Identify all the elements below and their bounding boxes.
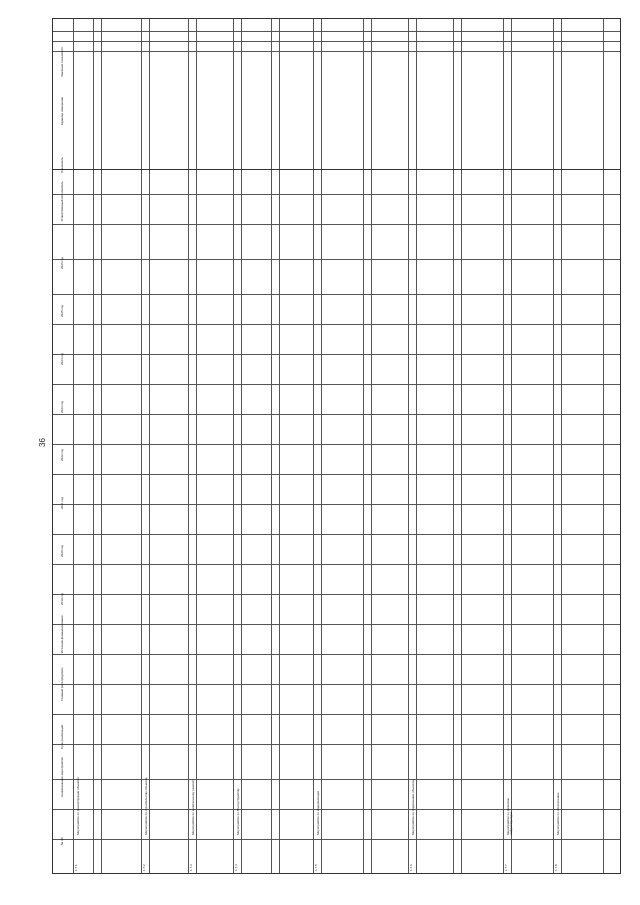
page-number: 36 xyxy=(38,438,47,447)
row-label: Мероприятие по содержанию объектов xyxy=(411,780,415,835)
data-table xyxy=(52,18,621,874)
grid-hline xyxy=(53,354,620,355)
row-label: Мероприятие по строительству объектов xyxy=(144,777,148,835)
column-header: Наименование мероприятия xyxy=(60,757,64,797)
grid-hline xyxy=(53,779,620,780)
grid-hline xyxy=(53,504,620,505)
column-header: Срок реализации xyxy=(60,724,64,749)
row-label: Мероприятие по реконструкции объектов xyxy=(76,777,80,835)
column-header: 2021 год xyxy=(60,497,64,509)
row-label: Мероприятие по обеспечению xyxy=(556,792,560,835)
grid-hline xyxy=(53,744,620,745)
column-header: Главный распорядитель xyxy=(60,667,64,701)
grid-hline xyxy=(53,414,620,415)
row-id: 1.7.2 xyxy=(142,864,146,871)
column-header: 2026 год xyxy=(60,257,64,269)
row-id: 1.7.6 xyxy=(409,864,413,871)
column-header: 2023 год xyxy=(60,401,64,413)
grid-hline xyxy=(53,224,620,225)
row-id: 1.7.8 xyxy=(554,864,558,871)
grid-hline xyxy=(53,444,620,445)
grid-hline xyxy=(53,294,620,295)
row-id: 1.7.7 xyxy=(504,864,508,871)
row-label: Мероприятие по капитальному ремонту xyxy=(191,779,195,835)
grid-hline xyxy=(53,839,620,840)
grid-hline xyxy=(53,624,620,625)
grid-hline xyxy=(53,654,620,655)
column-header: № п/п xyxy=(60,836,64,845)
column-header: 2024 год xyxy=(60,353,64,365)
row-label: Мероприятие по модернизации xyxy=(316,790,320,835)
grid-hline xyxy=(53,564,620,565)
column-header: 2025 год xyxy=(60,305,64,317)
row-id: 1.7.3 xyxy=(189,864,193,871)
grid-hline xyxy=(53,594,620,595)
grid-hline xyxy=(53,384,620,385)
row-id: 1.7.1 xyxy=(74,864,78,871)
grid-hline xyxy=(53,259,620,260)
row-label: Мероприятие по развитию инфраструктуры xyxy=(506,797,514,835)
column-header: Единица измерения xyxy=(60,96,64,125)
grid-hline xyxy=(53,809,620,810)
column-header: Источник финансирования xyxy=(60,615,64,653)
grid-hline xyxy=(53,534,620,535)
row-id: 1.7.4 xyxy=(234,864,238,871)
column-header: Значение показателя xyxy=(60,47,64,77)
grid-hline xyxy=(53,324,620,325)
column-header: 2019 год xyxy=(60,593,64,605)
grid-hline xyxy=(53,714,620,715)
column-header: 2020 год xyxy=(60,545,64,557)
column-header: Ответственный исполнитель xyxy=(60,181,64,221)
grid-hline xyxy=(53,194,620,195)
row-label: Мероприятие по благоустройству xyxy=(236,788,240,835)
row-id: 1.7.5 xyxy=(314,864,318,871)
column-header: 2022 год xyxy=(60,449,64,461)
grid-hline xyxy=(53,474,620,475)
grid-hline xyxy=(53,684,620,685)
column-header: Показатель xyxy=(60,156,64,173)
